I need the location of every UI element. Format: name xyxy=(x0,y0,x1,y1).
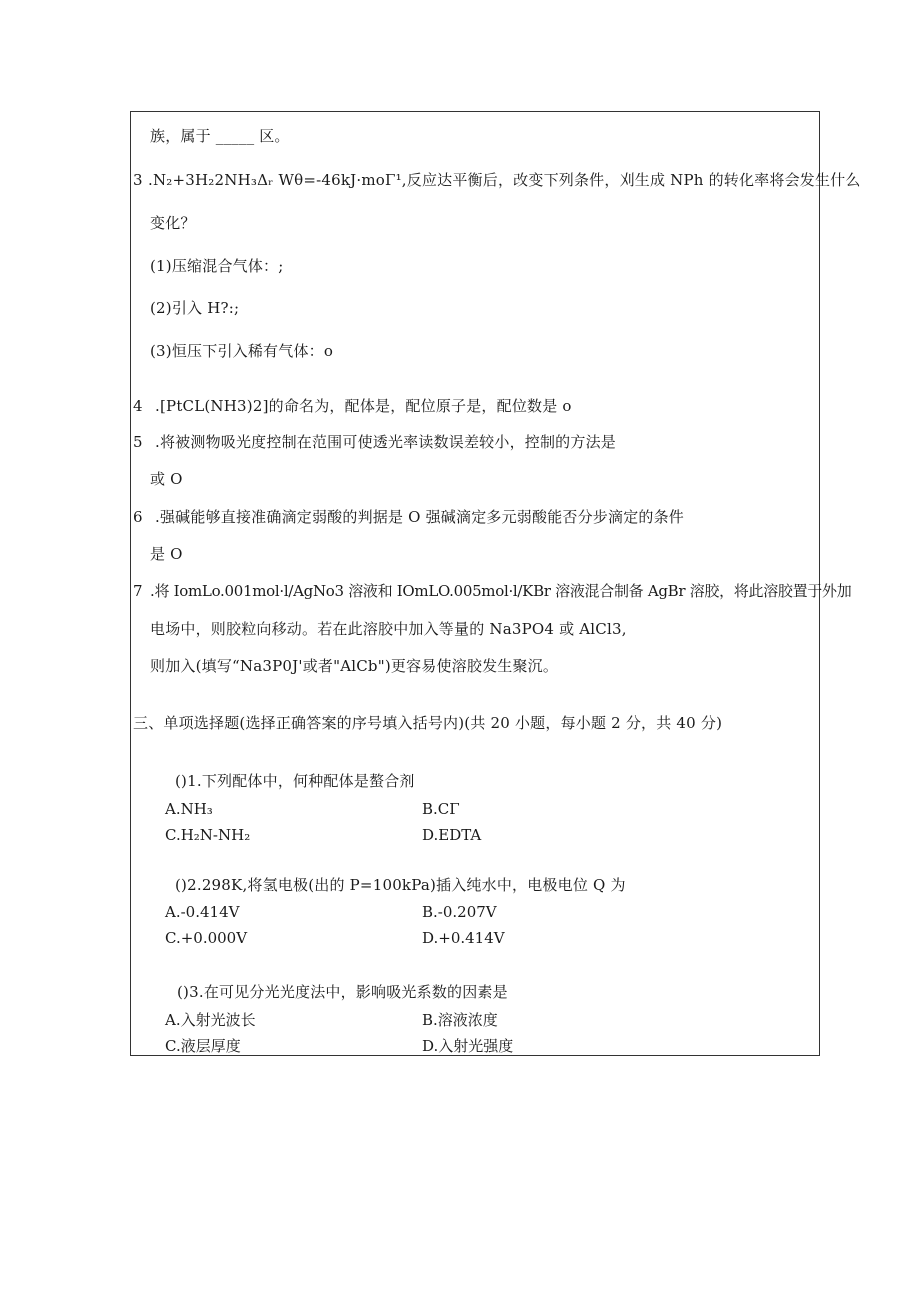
mc-q3-option-d: D.入射光强度 xyxy=(422,1037,514,1055)
mc-q3-option-c: C.液层厚度 xyxy=(165,1037,241,1055)
q7-line2: 电场中，则胶粒向移动。若在此溶胶中加入等量的 Na3PO4 或 AlCl3, xyxy=(150,620,627,638)
q6-line2: 是 O xyxy=(150,545,183,563)
mc-q2-stem: ()2.298K,将氢电极(出的 P=100kPa)插入纯水中，电极电位 Q 为 xyxy=(175,876,626,894)
mc-q3-option-b: B.溶液浓度 xyxy=(422,1011,498,1029)
q5-line2: 或 O xyxy=(150,470,183,488)
q6-number: 6 xyxy=(133,508,143,526)
q7-line3: 则加入(填写“Na3P0J'或者"AlCb")更容易使溶胶发生聚沉。 xyxy=(150,657,559,675)
q7-number: 7 xyxy=(133,582,143,600)
q3-sub1: (1)压缩混合气体：; xyxy=(150,257,284,275)
mc-q3-stem: ()3.在可见分光光度法中，影响吸光系数的因素是 xyxy=(177,983,508,1001)
q4-number: 4 xyxy=(133,397,143,415)
mc-q3-option-a: A.入射光波长 xyxy=(165,1011,256,1029)
q4-text: .[PtCL(NH3)2]的命名为，配体是，配位原子是，配位数是 o xyxy=(155,397,572,415)
q3-line1: .N₂+3H₂2NH₃Δᵣ Wθ=-46kJ·moΓ¹,反应达平衡后，改变下列条件，刈生成 NPh 的转化率将会发生什么 xyxy=(148,171,861,189)
q3-sub3: (3)恒压下引入稀有气体：o xyxy=(150,342,334,360)
mc-q2-option-b: B.-0.207V xyxy=(422,903,497,921)
mc-q1-stem: ()1.下列配体中，何种配体是螯合剂 xyxy=(175,772,415,790)
mc-q2-option-a: A.-0.414V xyxy=(165,903,240,921)
mc-q1-option-c: C.H₂N-NH₂ xyxy=(165,826,251,844)
q6-line1: .强碱能够直接准确滴定弱酸的判据是 O 强碱滴定多元弱酸能否分步滴定的条件 xyxy=(155,508,685,526)
mc-q1-option-b: B.CΓ xyxy=(422,800,460,818)
q5-number: 5 xyxy=(133,433,143,451)
mc-q1-option-d: D.EDTA xyxy=(422,826,482,844)
q7-line1: .将 IomLo.001mol·l/AgNo3 溶液和 IOmLO.005mol·l/KBr 溶液混合制备 AgBr 溶胶，将此溶胶置于外加 xyxy=(150,582,852,600)
q5-line1: .将被测物吸光度控制在范围可使透光率读数误差较小，控制的方法是 xyxy=(155,433,616,451)
mc-q1-option-a: A.NH₃ xyxy=(165,800,213,818)
q3-sub2: (2)引入 H?:; xyxy=(150,299,240,317)
mc-q2-option-c: C.+0.000V xyxy=(165,929,248,947)
q3-line2: 变化？ xyxy=(150,214,196,232)
mc-q2-option-d: D.+0.414V xyxy=(422,929,505,947)
q2-tail: 族，属于 _____ 区。 xyxy=(150,127,290,145)
section3-heading: 三、单项选择题(选择正确答案的序号填入括号内)(共 20 小题，每小题 2 分，共 40 分) xyxy=(133,714,723,732)
q3-number: 3 xyxy=(133,171,143,189)
